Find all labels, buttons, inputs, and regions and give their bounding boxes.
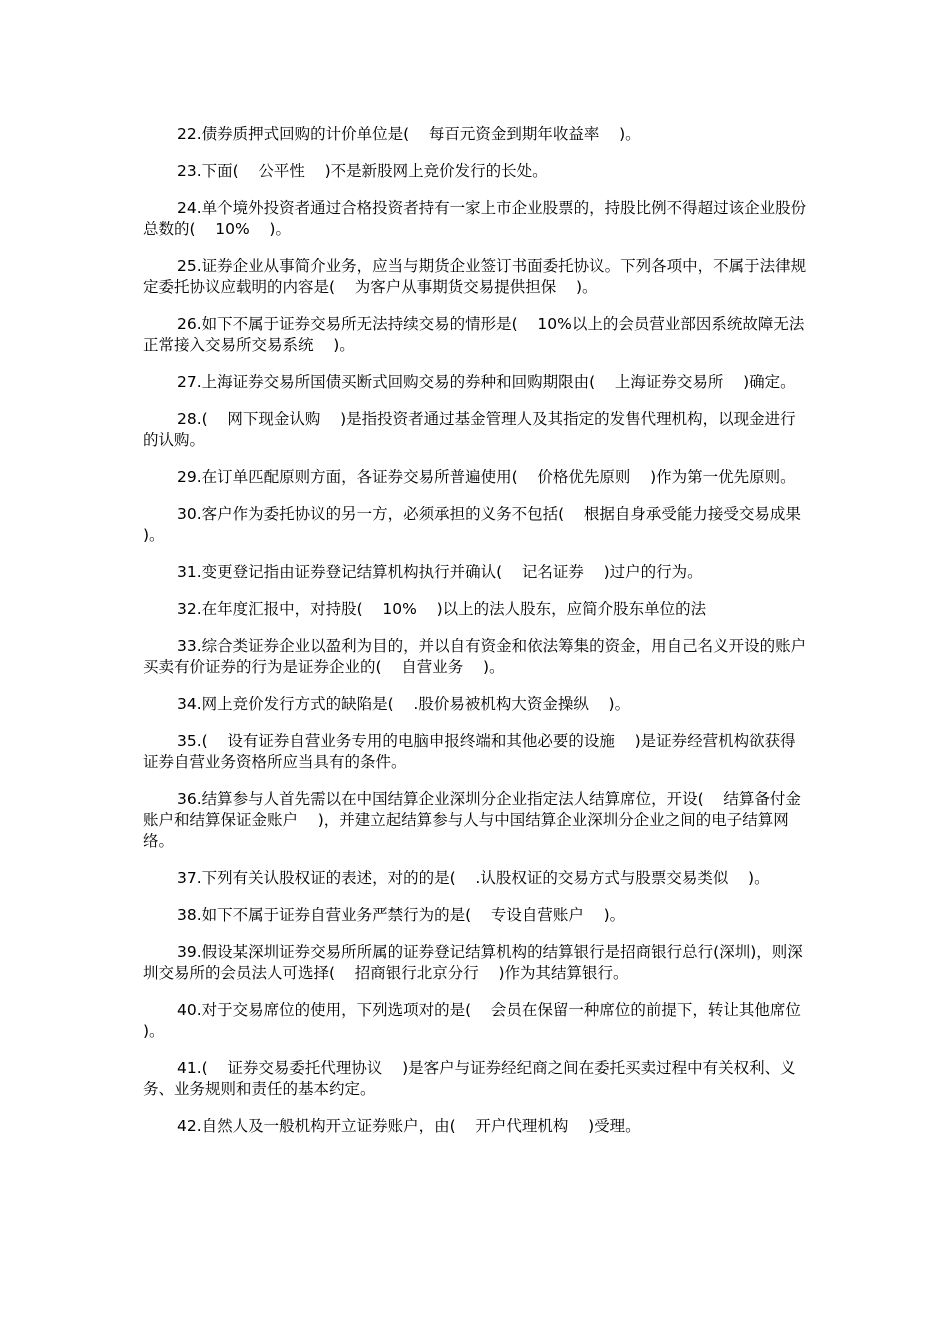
question-35: 35.( 设有证券自营业务专用的电脑申报终端和其他必要的设施 )是证券经营机构欲获得证券自营业务资格所应当具有的条件。 xyxy=(143,732,796,771)
question-37: 37.下列有关认股权证的表述，对的的是( .认股权证的交易方式与股票交易类似 )。 xyxy=(177,869,770,887)
question-31: 31.变更登记指由证券登记结算机构执行并确认( 记名证券 )过户的行为。 xyxy=(177,563,703,581)
question-25: 25.证券企业从事简介业务，应当与期货企业签订书面委托协议。下列各项中，不属于法律规定委托协议应载明的内容是( 为客户从事期货交易提供担保 )。 xyxy=(143,257,807,296)
question-40: 40.对于交易席位的使用，下列选项对的是( 会员在保留一种席位的前提下，转让其他席位 )。 xyxy=(143,1001,821,1040)
question-38: 38.如下不属于证券自营业务严禁行为的是( 专设自营账户 )。 xyxy=(177,906,626,924)
question-28: 28.( 网下现金认购 )是指投资者通过基金管理人及其指定的发售代理机构，以现金进行的认购。 xyxy=(143,410,796,449)
question-32: 32.在年度汇报中，对持股( 10% )以上的法人股东，应简介股东单位的法 xyxy=(177,600,707,618)
question-34: 34.网上竞价发行方式的缺陷是( .股价易被机构大资金操纵 )。 xyxy=(177,695,631,713)
question-26: 26.如下不属于证券交易所无法持续交易的情形是( 10%以上的会员营业部因系统故障无法正常接入交易所交易系统 )。 xyxy=(143,315,805,354)
question-36: 36.结算参与人首先需以在中国结算企业深圳分企业指定法人结算席位，开设( 结算备付金账户和结算保证金账户 )，并建立起结算参与人与中国结算企业深圳分企业之间的电子结算网络。 xyxy=(143,790,801,850)
question-22: 22.债券质押式回购的计价单位是( 每百元资金到期年收益率 )。 xyxy=(177,125,641,143)
question-29: 29.在订单匹配原则方面，各证券交易所普遍使用( 价格优先原则 )作为第一优先原则。 xyxy=(177,468,796,486)
question-list xyxy=(143,124,821,1153)
question-39: 39.假设某深圳证券交易所所属的证券登记结算机构的结算银行是招商银行总行(深圳)，则深圳交易所的会员法人可选择( 招商银行北京分行 )作为其结算银行。 xyxy=(143,943,803,982)
question-42: 42.自然人及一般机构开立证券账户，由( 开户代理机构 )受理。 xyxy=(177,1117,641,1135)
question-30: 30.客户作为委托协议的另一方，必须承担的义务不包括( 根据自身承受能力接受交易成果 )。 xyxy=(143,505,821,544)
question-41: 41.( 证券交易委托代理协议 )是客户与证券经纪商之间在委托买卖过程中有关权利、义务、业务规则和责任的基本约定。 xyxy=(143,1059,796,1098)
question-27: 27.上海证券交易所国债买断式回购交易的券种和回购期限由( 上海证券交易所 )确定。 xyxy=(177,373,796,391)
question-23: 23.下面( 公平性 )不是新股网上竞价发行的长处。 xyxy=(177,162,548,180)
question-24: 24.单个境外投资者通过合格投资者持有一家上市企业股票的，持股比例不得超过该企业股份总数的( 10% )。 xyxy=(143,199,807,238)
question-33: 33.综合类证券企业以盈利为目的，并以自有资金和依法筹集的资金，用自己名义开设的账户买卖有价证券的行为是证券企业的( 自营业务 )。 xyxy=(143,637,807,676)
